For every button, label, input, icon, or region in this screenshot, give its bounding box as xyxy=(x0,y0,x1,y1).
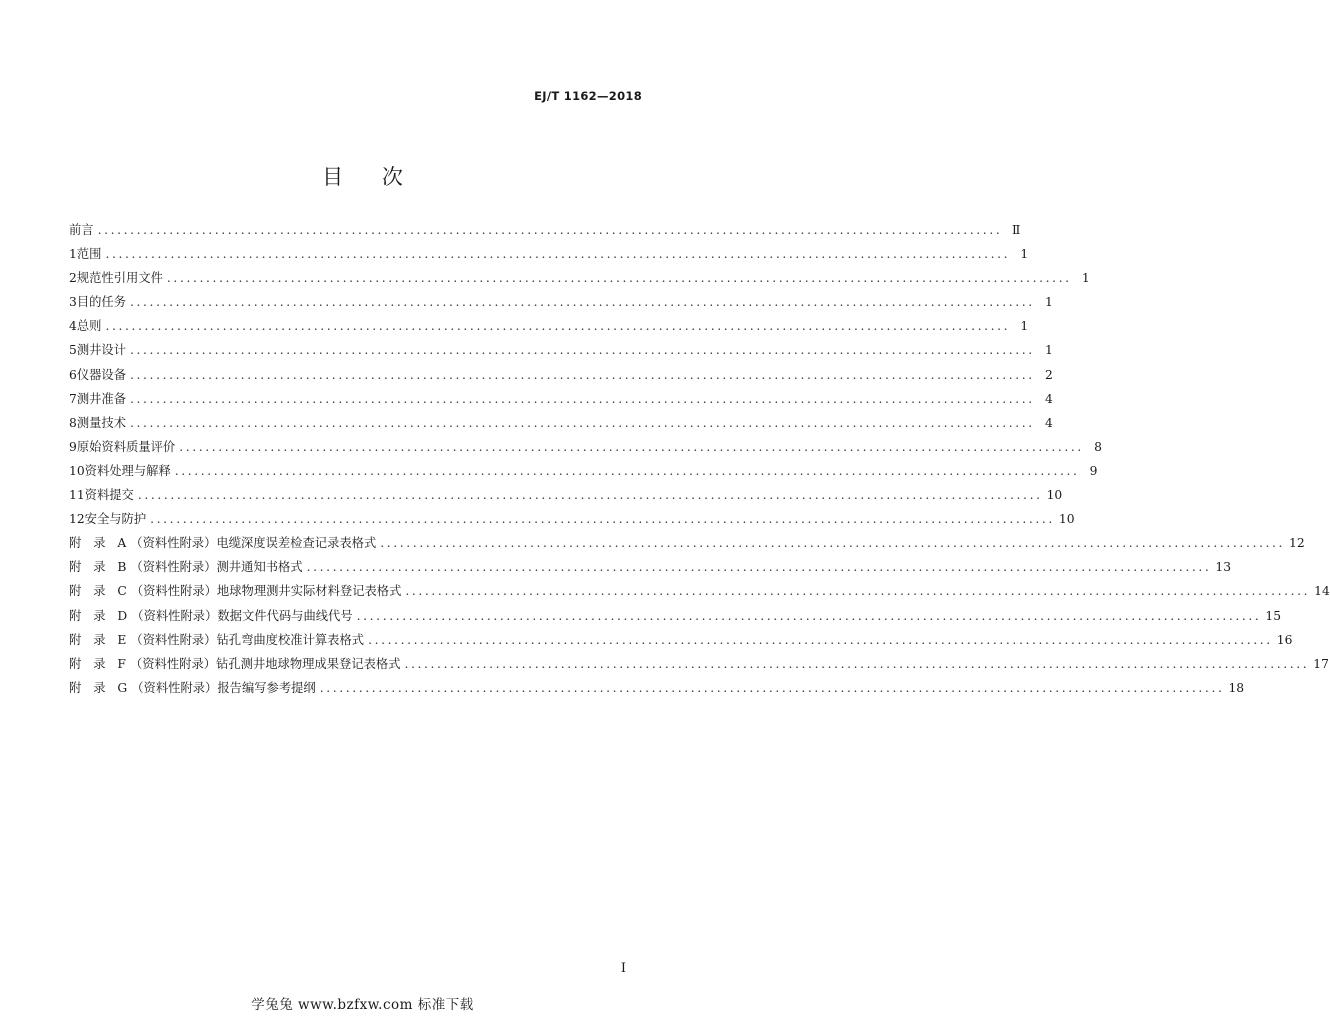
appendix-letter: 附 录 B xyxy=(69,560,131,575)
appendix-title: 钻孔测井地球物理成果登记表格式 xyxy=(216,656,401,671)
appendix-title: 测井通知书格式 xyxy=(216,560,303,575)
toc-entry-page: 2 xyxy=(1044,367,1053,382)
toc-entry-label: 规范性引用文件 xyxy=(76,271,163,286)
toc-entry-number: 1 xyxy=(69,247,77,262)
toc-entry[interactable] xyxy=(69,509,1075,533)
toc-entry-page: 1 xyxy=(1020,247,1029,262)
toc-entry-number: 12 xyxy=(69,512,85,527)
toc-leader-dots: ........................................................................................................................................... xyxy=(130,391,1035,406)
toc-entry-number: 8 xyxy=(69,415,77,430)
toc-entry[interactable] xyxy=(69,220,1021,244)
toc-entry-label: 范围 xyxy=(76,247,102,262)
toc-entry-page: 1 xyxy=(1044,295,1053,310)
toc-leader-dots: ........................................................................................................................................... xyxy=(179,439,1084,454)
toc-entry-page: 12 xyxy=(1289,536,1305,551)
toc-appendix-entry[interactable] xyxy=(69,557,1232,581)
toc-entry-page: 10 xyxy=(1058,512,1075,527)
toc-entry-page: 1 xyxy=(1044,343,1053,358)
toc-entry-label: 安全与防护 xyxy=(84,512,147,527)
toc-entry-page: 4 xyxy=(1044,415,1053,430)
toc-entry-page: 14 xyxy=(1314,584,1330,599)
appendix-type: （资料性附录） xyxy=(130,584,217,599)
toc-entry-page: 15 xyxy=(1265,608,1282,623)
toc-leader-dots: ........................................................................................................................................... xyxy=(174,463,1080,478)
toc-leader-dots: ........................................................................................................................................... xyxy=(319,680,1225,695)
toc-entry-number: 4 xyxy=(69,319,77,334)
toc-entry-number: 10 xyxy=(69,463,85,478)
toc-entry[interactable] xyxy=(69,389,1053,413)
toc-appendix-entry[interactable] xyxy=(69,654,1329,678)
toc-entry-label: 资料处理与解释 xyxy=(84,463,171,478)
toc-entry[interactable] xyxy=(69,461,1098,485)
toc-leader-dots: ........................................................................................................................................... xyxy=(368,632,1273,647)
toc-entry[interactable] xyxy=(69,268,1090,292)
appendix-title: 钻孔弯曲度校准计算表格式 xyxy=(216,632,365,647)
toc-appendix-entry[interactable] xyxy=(69,630,1293,654)
standard-code: EJ/T 1162—2018 xyxy=(534,89,642,103)
toc-leader-dots: ........................................................................................................................................... xyxy=(166,271,1072,286)
toc-entry-page: 4 xyxy=(1044,391,1053,406)
toc-entry-label: 测量技术 xyxy=(76,415,127,430)
toc-entry-number: 3 xyxy=(69,295,77,310)
toc-entry-page: 18 xyxy=(1228,680,1245,695)
toc-leader-dots: ........................................................................................................................................... xyxy=(150,512,1055,527)
appendix-type: （资料性附录） xyxy=(130,560,217,575)
appendix-type: （资料性附录） xyxy=(130,536,217,551)
toc-entry-page: 9 xyxy=(1089,463,1098,478)
toc-entry-label: 目的任务 xyxy=(76,295,127,310)
toc-appendix-entry[interactable] xyxy=(69,533,1305,557)
toc-entry-label: 测井准备 xyxy=(76,391,127,406)
appendix-type: （资料性附录） xyxy=(129,656,217,671)
toc-entry[interactable] xyxy=(69,485,1063,509)
toc-entry-number: 6 xyxy=(69,367,77,382)
table-of-contents xyxy=(69,220,1330,702)
toc-entry-number: 2 xyxy=(69,271,77,286)
toc-leader-dots: ........................................................................................................................................... xyxy=(105,247,1011,262)
toc-entry-page: 13 xyxy=(1215,560,1232,575)
toc-appendix-entry[interactable] xyxy=(69,678,1245,702)
appendix-letter: 附 录 F xyxy=(69,656,130,671)
toc-appendix-entry[interactable] xyxy=(69,606,1282,630)
appendix-title: 数据文件代码与曲线代号 xyxy=(217,608,353,623)
toc-leader-dots: ........................................................................................................................................... xyxy=(105,319,1011,334)
toc-appendix-entry[interactable] xyxy=(69,581,1330,605)
appendix-title: 电缆深度误差检查记录表格式 xyxy=(216,536,377,551)
toc-entry-number: 11 xyxy=(69,488,85,503)
appendix-letter: 附 录 A xyxy=(69,536,131,551)
toc-entry[interactable] xyxy=(69,292,1053,316)
toc-leader-dots: ........................................................................................................................................... xyxy=(380,536,1285,551)
toc-leader-dots: ........................................................................................................................................... xyxy=(405,584,1311,599)
toc-leader-dots: ........................................................................................................................................... xyxy=(130,367,1035,382)
toc-leader-dots: ........................................................................................................................................... xyxy=(137,488,1043,503)
page-number: I xyxy=(620,961,626,976)
appendix-type: （资料性附录） xyxy=(131,680,218,695)
toc-entry-label: 仪器设备 xyxy=(76,367,127,382)
toc-title: 目 次 xyxy=(322,165,419,189)
toc-leader-dots: ........................................................................................................................................... xyxy=(306,560,1212,575)
toc-entry-page: 16 xyxy=(1276,632,1293,647)
toc-entry[interactable] xyxy=(69,316,1029,340)
toc-leader-dots: ........................................................................................................................................... xyxy=(356,608,1262,623)
toc-leader-dots: ........................................................................................................................................... xyxy=(130,295,1035,310)
appendix-letter: 附 录 G xyxy=(69,680,132,695)
toc-leader-dots: ........................................................................................................................................... xyxy=(97,223,1003,237)
toc-leader-dots: ........................................................................................................................................... xyxy=(404,656,1310,671)
toc-entry-number: 9 xyxy=(69,439,77,454)
toc-entry[interactable] xyxy=(69,244,1029,268)
appendix-type: （资料性附录） xyxy=(130,632,217,647)
toc-entry[interactable] xyxy=(69,413,1053,437)
toc-entry-page: 8 xyxy=(1094,439,1102,454)
toc-entry-page: 10 xyxy=(1046,488,1063,503)
toc-entry-number: 5 xyxy=(69,343,77,358)
toc-entry[interactable] xyxy=(69,437,1102,461)
toc-entry-page: Ⅱ xyxy=(1011,223,1021,237)
toc-entry-number: 7 xyxy=(69,391,77,406)
toc-entry[interactable] xyxy=(69,340,1053,364)
toc-leader-dots: ........................................................................................................................................... xyxy=(130,343,1035,358)
watermark: 学兔兔 www.bzfxw.com 标准下载 xyxy=(251,997,474,1013)
toc-entry-page: 17 xyxy=(1313,656,1329,671)
toc-entry-label: 测井设计 xyxy=(76,343,127,358)
appendix-title: 地球物理测井实际材料登记表格式 xyxy=(216,584,402,599)
appendix-letter: 附 录 E xyxy=(69,632,131,647)
toc-leader-dots: ........................................................................................................................................... xyxy=(130,415,1035,430)
appendix-letter: 附 录 C xyxy=(69,584,131,599)
appendix-letter: 附 录 D xyxy=(69,608,132,623)
toc-entry-page: 1 xyxy=(1020,319,1029,334)
toc-entry-label: 原始资料质量评价 xyxy=(76,439,176,454)
toc-entry-label: 前言 xyxy=(69,223,94,237)
toc-entry-label: 资料提交 xyxy=(84,488,134,503)
toc-entry[interactable] xyxy=(69,365,1053,389)
toc-entry-page: 1 xyxy=(1081,271,1090,286)
toc-entry-label: 总则 xyxy=(76,319,102,334)
appendix-title: 报告编写参考提纲 xyxy=(217,680,316,695)
appendix-type: （资料性附录） xyxy=(131,608,218,623)
